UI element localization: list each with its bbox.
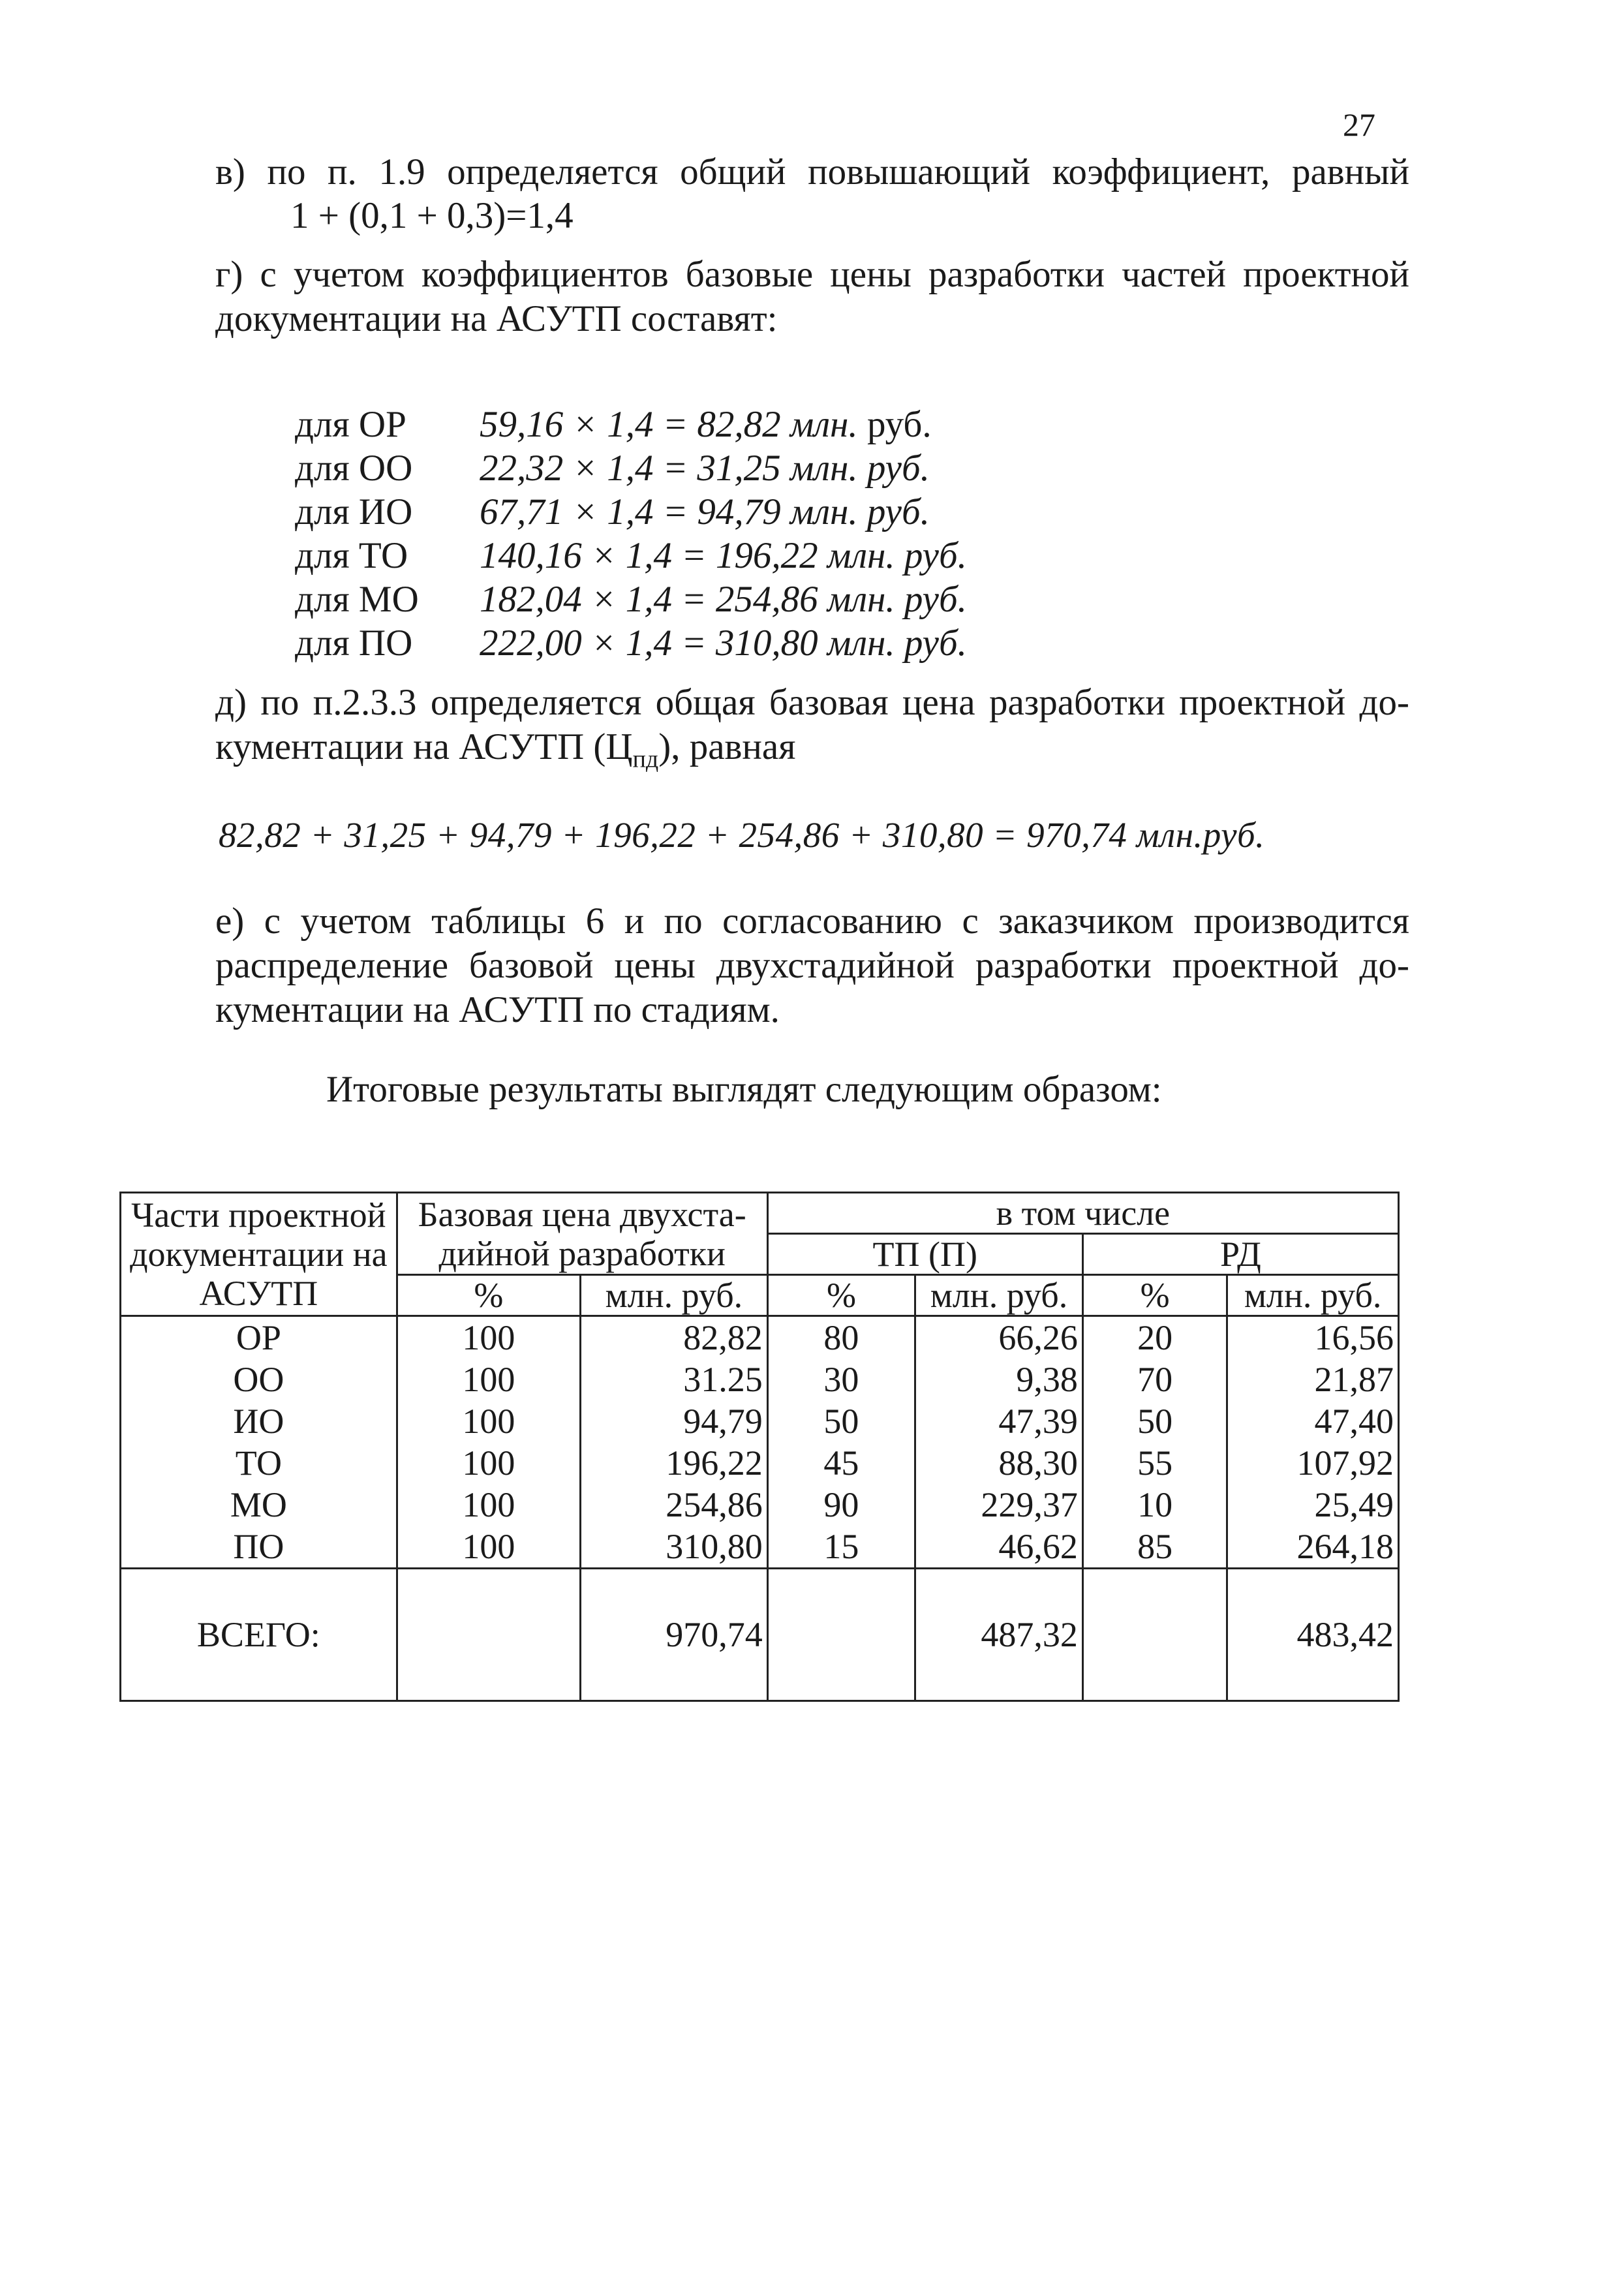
cell-part: ТО: [121, 1442, 397, 1484]
table-row: [121, 1400, 1399, 1442]
header-including: в том числе: [767, 1193, 1398, 1234]
cell-base-mln: 196,22: [581, 1442, 768, 1484]
header-rd-mln: млн. руб.: [1227, 1275, 1399, 1316]
cell-tp-mln: 66,26: [915, 1316, 1083, 1359]
header-rd: РД: [1082, 1234, 1398, 1275]
cell-rd-pct: 70: [1082, 1359, 1227, 1400]
cell-rd-mln: 25,49: [1227, 1484, 1399, 1526]
paragraph-e-line2: распределение базовой цены двухстадийной разработки проектной до-: [215, 945, 1409, 986]
paragraph-d-line1: д) по п.2.3.3 определяется общая базовая цена разработки проектной до-: [215, 682, 1409, 723]
calc-expr-po: 222,00 × 1,4 = 310,80 млн. руб.: [480, 623, 967, 664]
cell-tp-pct: 80: [767, 1316, 915, 1359]
paragraph-g-line1: г) с учетом коэффициентов базовые цены разработки частей проектной: [215, 254, 1409, 295]
cell-rd-pct: 50: [1082, 1400, 1227, 1442]
cell-rd-mln: 21,87: [1227, 1359, 1399, 1400]
table-row: [121, 1526, 1399, 1569]
page-number: 27: [1343, 106, 1375, 143]
cell-rd-mln: 107,92: [1227, 1442, 1399, 1484]
calc-label-or: для ОР: [295, 404, 406, 445]
cell-base-pct: 100: [397, 1400, 580, 1442]
table-row: [121, 1316, 1399, 1359]
calc-label-mo: для МО: [295, 579, 419, 620]
cell-rd-mln: 16,56: [1227, 1316, 1399, 1359]
cell-rd-pct: 20: [1082, 1316, 1227, 1359]
paragraph-e: [215, 899, 1409, 1032]
coefficient-formula: 1 + (0,1 + 0,3)=1,4: [290, 195, 574, 236]
calc-label-po: для ПО: [295, 623, 413, 664]
cell-base-pct: 100: [397, 1316, 580, 1359]
table-total-row: [121, 1569, 1399, 1701]
paragraph-v: [215, 150, 1409, 194]
cell-base-pct: 100: [397, 1359, 580, 1400]
cell-base-pct: 100: [397, 1442, 580, 1484]
paragraph-g-line2: документации на АСУТП составят:: [215, 298, 778, 339]
table-row: [121, 1442, 1399, 1484]
table-row: [121, 1484, 1399, 1526]
header-base-pct: %: [397, 1275, 580, 1316]
header-base-mln: млн. руб.: [581, 1275, 768, 1316]
calc-expr-mo: 182,04 × 1,4 = 254,86 млн. руб.: [480, 579, 967, 620]
cell-total-base-mln: 970,74: [581, 1569, 768, 1701]
total-sum-formula: 82,82 + 31,25 + 94,79 + 196,22 + 254,86 + 310,80 = 970,74 млн.руб.: [219, 815, 1265, 855]
paragraph-v-line1: в) по п. 1.9 определяется общий повышающий коэффициент, равный: [215, 151, 1409, 192]
cell-rd-pct: 55: [1082, 1442, 1227, 1484]
header-rd-pct: %: [1082, 1275, 1227, 1316]
cell-tp-mln: 229,37: [915, 1484, 1083, 1526]
calc-label-to: для ТО: [295, 535, 408, 576]
header-parts: Части проектной документации на АСУТП: [121, 1193, 397, 1316]
cell-base-mln: 310,80: [581, 1526, 768, 1569]
cell-tp-pct: 45: [767, 1442, 915, 1484]
calc-expr-or: 59,16 × 1,4 = 82,82 млн. руб.: [480, 404, 932, 445]
cell-tp-mln: 9,38: [915, 1359, 1083, 1400]
cell-part: МО: [121, 1484, 397, 1526]
cell-part: ПО: [121, 1526, 397, 1569]
calc-expr-io: 67,71 × 1,4 = 94,79 млн. руб.: [480, 491, 930, 532]
cell-rd-mln: 264,18: [1227, 1526, 1399, 1569]
header-tp-mln: млн. руб.: [915, 1275, 1083, 1316]
cell-tp-pct: 30: [767, 1359, 915, 1400]
paragraph-d-line2: кументации на АСУТП $(Ц_{пд})$, равная: [215, 726, 796, 773]
cell-base-pct: 100: [397, 1526, 580, 1569]
cell-total-label: ВСЕГО:: [121, 1569, 397, 1701]
header-tp: ТП (П): [767, 1234, 1082, 1275]
table-row: [121, 1359, 1399, 1400]
cell-base-mln: 31.25: [581, 1359, 768, 1400]
cell-tp-pct: 50: [767, 1400, 915, 1442]
cell-tp-mln: 46,62: [915, 1526, 1083, 1569]
paragraph-e-line3: кументации на АСУТП по стадиям.: [215, 989, 780, 1030]
summary-heading: Итоговые результаты выглядят следующим образом:: [326, 1069, 1162, 1110]
results-table: [119, 1192, 1400, 1702]
cell-tp-pct: 90: [767, 1484, 915, 1526]
calc-expr-oo: 22,32 × 1,4 = 31,25 млн. руб.: [480, 448, 930, 489]
cell-base-pct: 100: [397, 1484, 580, 1526]
cell-total-empty: [1082, 1569, 1227, 1701]
paragraph-d: [215, 681, 1409, 781]
cell-rd-pct: 10: [1082, 1484, 1227, 1526]
calc-label-io: для ИО: [295, 491, 413, 532]
cell-base-mln: 82,82: [581, 1316, 768, 1359]
cell-base-mln: 94,79: [581, 1400, 768, 1442]
cell-tp-pct: 15: [767, 1526, 915, 1569]
cell-total-empty: [397, 1569, 580, 1701]
cell-tp-mln: 47,39: [915, 1400, 1083, 1442]
cell-part: ОР: [121, 1316, 397, 1359]
cell-total-empty: [767, 1569, 915, 1701]
cell-total-rd-mln: 483,42: [1227, 1569, 1399, 1701]
cell-tp-mln: 88,30: [915, 1442, 1083, 1484]
calc-label-oo: для ОО: [295, 448, 413, 489]
header-base-price: Базовая цена двухста-дийной разработки: [397, 1193, 767, 1275]
paragraph-e-line1: е) с учетом таблицы 6 и по согласованию с заказчиком производится: [215, 900, 1409, 942]
cell-rd-pct: 85: [1082, 1526, 1227, 1569]
cell-rd-mln: 47,40: [1227, 1400, 1399, 1442]
cell-part: ОО: [121, 1359, 397, 1400]
header-tp-pct: %: [767, 1275, 915, 1316]
calc-expr-to: 140,16 × 1,4 = 196,22 млн. руб.: [480, 535, 967, 576]
cell-total-tp-mln: 487,32: [915, 1569, 1083, 1701]
cell-base-mln: 254,86: [581, 1484, 768, 1526]
paragraph-g: [215, 253, 1409, 341]
cell-part: ИО: [121, 1400, 397, 1442]
